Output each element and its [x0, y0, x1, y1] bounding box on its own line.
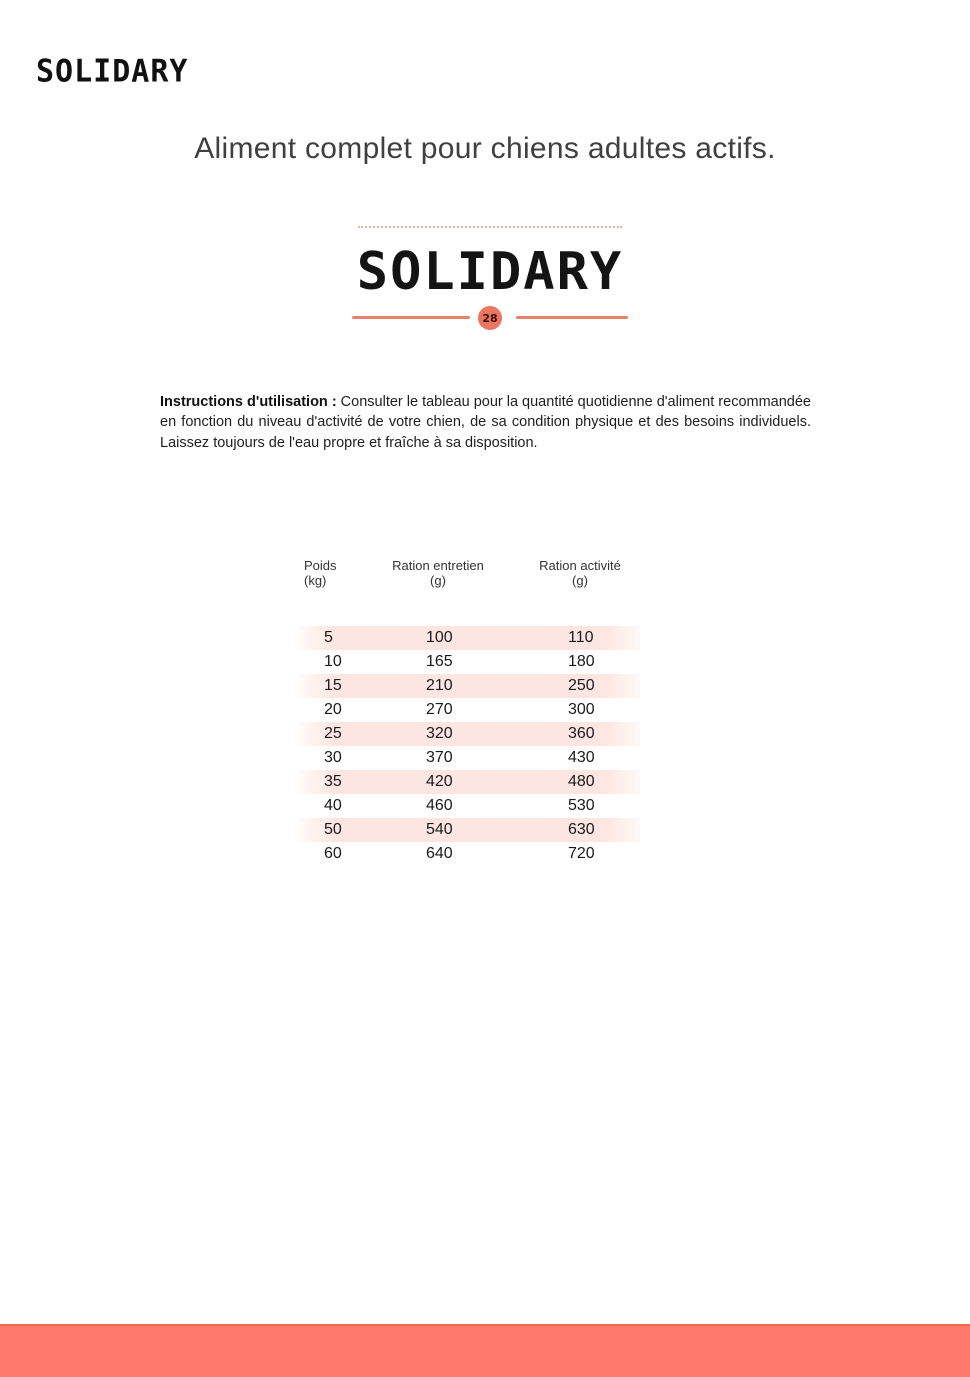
table-row: 50 540 630 [300, 818, 640, 842]
column-header-activity: Ration activité (g) [539, 558, 621, 588]
decorative-dotted-rule [358, 226, 622, 230]
page-title: Aliment complet pour chiens adultes actifs. [194, 132, 776, 165]
table-row: 20 270 300 [324, 701, 595, 718]
instructions-text: Consulter le tableau pour la quantité quotidienne d'aliment recommandée en fonction du niveau d'activité de votre chien, de sa condition physique et des besoins individuels. Laissez toujours de l'eau propre et fraîche à sa disposition. [160, 393, 811, 451]
instructions-label: Instructions d'utilisation : [160, 393, 337, 410]
brand-logo-large: SOLIDARY [356, 242, 624, 302]
table-row: 60 640 720 [324, 845, 595, 862]
table-body [300, 626, 640, 866]
table-row: 35 420 480 [300, 770, 640, 794]
decorative-rule-right [516, 316, 628, 319]
table-row: 40 460 530 [324, 797, 595, 814]
feeding-table [300, 558, 640, 862]
table-row: 5 100 110 [300, 626, 640, 650]
paw-badge-icon: 28 [478, 306, 502, 330]
brand-emblem [350, 224, 630, 334]
decorative-rule-left [352, 316, 470, 319]
table-row: 30 370 430 [324, 749, 595, 766]
brand-logo-corner: SOLIDARY [36, 53, 189, 90]
column-header-weight: Poids (kg) [304, 558, 337, 588]
usage-instructions [160, 392, 811, 454]
table-header [300, 558, 640, 618]
footer-accent-band [0, 1324, 970, 1377]
table-row: 10 165 180 [324, 653, 595, 670]
table-row: 25 320 360 [300, 722, 640, 746]
table-row: 15 210 250 [300, 674, 640, 698]
column-header-maintenance: Ration entretien (g) [392, 558, 484, 588]
